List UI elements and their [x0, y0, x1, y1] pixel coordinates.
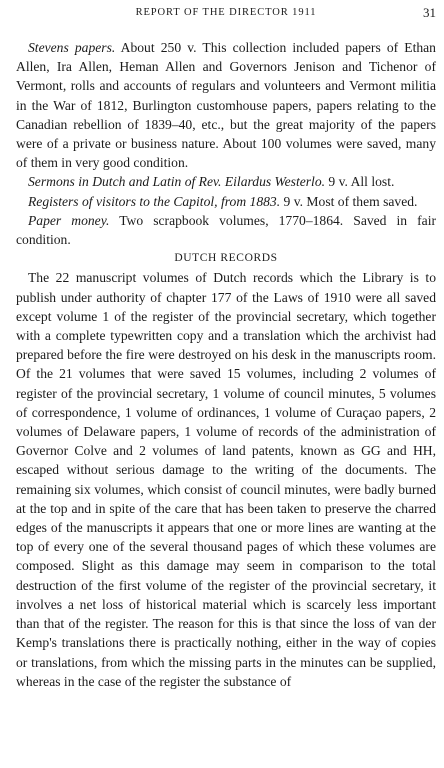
entry-text: About 250 v. This collection included papers of Ethan Allen, Ira Allen, Heman Allen and Governors Jenison and Tichenor of Vermont, rolls and accounts of regulars and volunteers and Vermont militia in the War of 1812, Burlington customhouse papers, papers relating to the Canadian rebellion of 1839–40, etc., but the great majority of the papers were of a private or business nature. About 100 volumes were saved, many of them in very good condition. [16, 40, 436, 171]
entry-title: Registers of visitors to the Capitol, from 1883. [28, 193, 281, 209]
running-header [16, 4, 436, 22]
entry-title: Sermons in Dutch and Latin of Rev. Eilardus Westerlo. [28, 174, 326, 190]
entry-paper-money [16, 211, 436, 249]
section-heading-dutch-records: DUTCH RECORDS [174, 252, 278, 265]
dutch-records-paragraph: The 22 manuscript volumes of Dutch records which the Library is to publish under authority of chapter 177 of the Laws of 1910 were all saved except volume 1 of the register of the provincial secretary, which together with a complete typewritten copy and a translation which the archivist had prepared before the fire were destroyed on his desk in the manuscripts room. Of the 21 volumes that were saved 15 volumes, including 2 volumes of register of the provincial secretary, 1 volume of council minutes, 5 volumes of correspondence, 1 volume of ordinances, 1 volume of Curaçao papers, 2 volumes of Delaware papers, 1 volume of records of the administration of Governor Colve and 2 volumes of land patents, known as GG and HH, escaped without serious damage to the writing of the documents. The remaining six volumes, which consist of council minutes, were badly burned at the top and in spite of the care that has been taken to preserve the charred edges of the manuscripts it appears that one or more lines are wanting at the top of every one of the several thousand pages of which these volumes are composed. Slight as this damage may seem in comparison to the total destruction of the first volume of the register of the provincial secretary, it involves a net loss of historical material which is scarcely less important than that of the register. The reason for this is that since the loss of van der Kemp's translations there is practically nothing, either in the way of copies or translations, from which the missing parts in the minutes can be supplied, whereas in the case of the register the substance of [16, 270, 436, 689]
entry-westerlo-sermons [16, 172, 436, 191]
entry-title: Paper money. [28, 212, 110, 228]
entry-title: Stevens papers. [28, 40, 116, 55]
entry-stevens-papers [16, 38, 436, 172]
entry-text: 9 v. All lost. [325, 174, 395, 190]
entry-capitol-visitor-registers [16, 192, 436, 211]
page-number: 31 [423, 5, 436, 20]
document-page [16, 0, 436, 768]
running-title: REPORT OF THE DIRECTOR 1911 [135, 7, 317, 18]
entry-text: Two scrapbook volumes, 1770–1864. Saved in fair condition. [16, 212, 437, 248]
body-text [16, 38, 436, 691]
entry-text: 9 v. Most of them saved. [280, 193, 418, 209]
